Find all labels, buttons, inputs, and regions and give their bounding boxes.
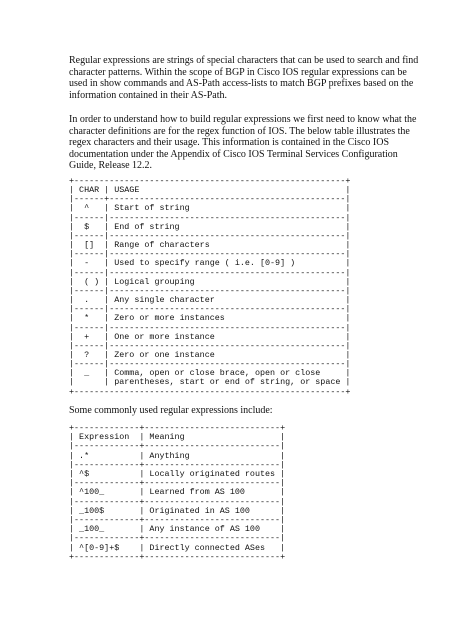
explanation-paragraph: In order to understand how to build regular expressions we first need to know what the character definitions are for the regex function of IOS. The below table illustrates the regex characters and their usage. This information is contained in the Cisco IOS documentation under the Appendix of Cisco IOS Terminal Services Configuration Guide, Release 12.2. [69, 114, 417, 171]
common-expressions-heading: Some commonly used regular expressions include: [69, 405, 273, 416]
intro-paragraph: Regular expressions are strings of special characters that can be used to search and find character patterns. Within the scope of BGP in Cisco IOS regular expressions can be used in show commands and AS-Path access-lists to match BGP prefixes based on the information contained in their AS-Path. [69, 55, 419, 101]
regex-characters-table: +------------------------------------------------------+ | CHAR | USAGE | |------+-----------------------------------------------| | ^ | Start of string | |------|-----------------------------------------------| | $ | End of string | |------|-----------------------------------------------| | [] | Range of characters | |------|-----------------------------------------------| | - | Used to specify range ( i.e. [0-9] ) | |------|-----------------------------------------------| | ( ) | Logical grouping | |------|-----------------------------------------------| | . | Any single character | |------|-----------------------------------------------| | * | Zero or more instances | |------|-----------------------------------------------| | + | One or more instance | |------|-----------------------------------------------| | ? | Zero or one instance | |------|-----------------------------------------------| | _ | Comma, open or close brace, open or close | | | parentheses, start or end of string, or space | +------------------------------------------------------+ [69, 176, 351, 397]
common-expressions-table: +-------------+---------------------------+ | Expression | Meaning | |-------------+---------------------------| | .* | Anything | |-------------+---------------------------| | ^$ | Locally originated routes | |-------------+---------------------------| | ^100_ | Learned from AS 100 | |-------------+---------------------------| | _100$ | Originated in AS 100 | |-------------+---------------------------| | _100_ | Any instance of AS 100 | |-------------+---------------------------| | ^[0-9]+$ | Directly connected ASes | +-------------+---------------------------+ [69, 423, 286, 562]
